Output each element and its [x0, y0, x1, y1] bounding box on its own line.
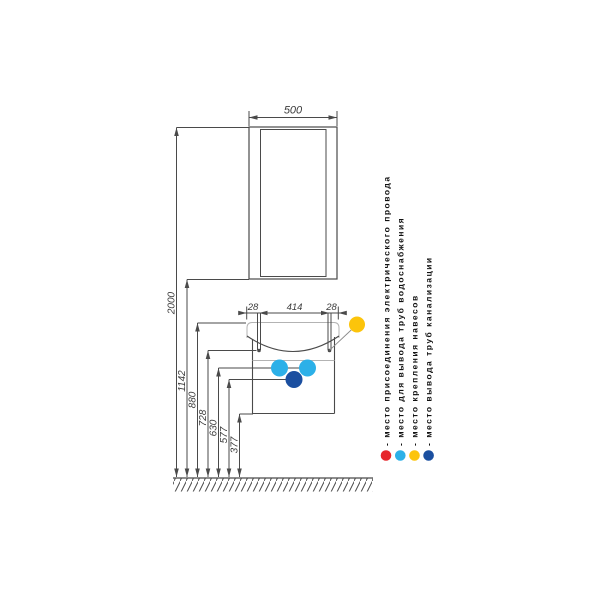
legend-label-sewage: - место вывода труб канализации: [423, 256, 434, 446]
dim-mirror-width: [249, 105, 337, 127]
hanger-point-left: [257, 349, 261, 353]
dim-label-500: 500: [283, 104, 303, 117]
dim-height-577: [219, 380, 294, 478]
legend-dot-electrical-icon: [381, 450, 392, 461]
legend-label-water-supply: - место для вывода труб водоснабжения: [395, 216, 406, 446]
legend-item-water-supply: [395, 217, 406, 461]
floor: [173, 478, 373, 492]
dim-label-28-right: 28: [326, 302, 337, 313]
legend-dot-sewage-icon: [423, 450, 434, 461]
legend-dot-hangers-icon: [409, 450, 420, 461]
dim-label-28-left: 28: [247, 302, 259, 313]
hanger-bracket-right: [328, 314, 332, 353]
legend-item-hangers: [409, 294, 420, 460]
legend-label-hangers: - место крепления навесов: [409, 294, 420, 446]
dim-label-1142: 1142: [177, 370, 188, 392]
hanger-bracket-left: [257, 314, 261, 353]
hanger-marker-icon: [349, 317, 365, 333]
dim-label-377: 377: [229, 436, 241, 454]
dim-label-577: 577: [219, 426, 230, 444]
water-supply-marker-left-icon: [271, 360, 288, 377]
legend-item-sewage: [423, 256, 434, 460]
legend-item-electrical: [381, 175, 392, 460]
legend-dot-water-supply-icon: [395, 450, 406, 461]
legend: [381, 175, 434, 460]
dim-label-728: 728: [198, 409, 209, 427]
mirror: [249, 127, 337, 279]
dim-cabinet-width: [241, 302, 344, 320]
dim-label-880: 880: [187, 391, 199, 409]
dim-label-414: 414: [286, 302, 303, 313]
legend-label-electrical: - место присоединения электрического провода: [381, 175, 392, 446]
water-supply-marker-right-icon: [299, 360, 316, 377]
dim-label-630: 630: [208, 419, 220, 437]
sewage-marker-icon: [286, 371, 303, 388]
dim-height-377: [230, 414, 254, 477]
floor-hatch: [173, 479, 373, 492]
dim-label-2000: 2000: [166, 291, 178, 315]
mirror-outer-frame: [249, 127, 337, 279]
mirror-inner-frame: [261, 130, 327, 277]
